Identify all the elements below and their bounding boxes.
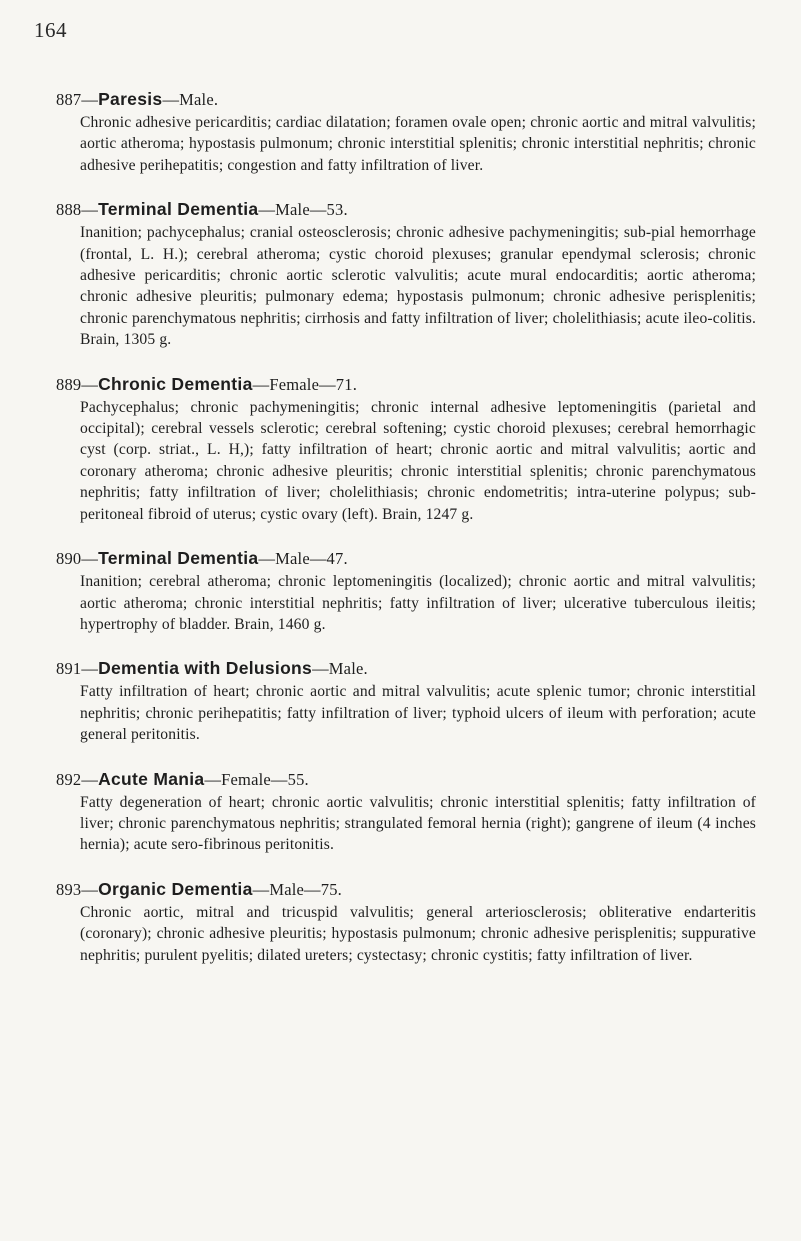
case-list [56, 88, 756, 988]
case-patient-detail: —Male—75. [252, 879, 342, 899]
case-findings: Inanition; pachycephalus; cranial osteosclerosis; chronic adhesive pachymeningitis; sub-pial hemorrhage (frontal, L. H.); cerebral atheroma; cystic choroid plexuses; granular ependymal sclerosis; chronic adhesive pericarditis; chronic aortic sclerotic valvulitis; acute mural endocarditis; aortic atheroma; chronic adhesive pleuritis; pulmonary edema; hypostasis pulmonum; chronic adhesive perisplenitis; chronic parenchymatous nephritis; cirrhosis and fatty infiltration of liver; cholelithiasis; acute ileo-colitis. Brain, 1305 g. [80, 224, 756, 349]
case-patient-detail: —Female—71. [252, 374, 358, 394]
case-findings: Pachycephalus; chronic pachymeningitis; chronic internal adhesive leptomeningitis (parietal and occipital); cerebral vessels sclerotic; cerebral softening; cystic choroid plexuses; cerebral hemorrhagic cyst (corp. striat., L. H,); fatty infiltration of heart; chronic aortic and mitral valvulitis; aortic and coronary atheroma; chronic adhesive pleuritis; chronic interstitial splenitis; chronic parenchymatous nephritis; fatty infiltration of liver; cholelithiasis; chronic endometritis; intra-uterine polypus; sub-peritoneal fibroid of uterus; cystic ovary (left). Brain, 1247 g. [80, 398, 756, 523]
case-patient-detail: —Male. [162, 90, 219, 109]
case-number: 891— [56, 659, 99, 679]
case-diagnosis: Acute Mania [98, 768, 205, 789]
case-diagnosis: Chronic Dementia [98, 373, 253, 394]
case-patient-detail: —Male—47. [258, 549, 348, 569]
case-entry [56, 88, 756, 176]
case-findings: Fatty infiltration of heart; chronic aortic and mitral valvulitis; acute splenic tumor; chronic interstitial nephritis; chronic perihepatitis; fatty infiltration of liver; typhoid ulcers of ileum with perforation; acute general peritonitis. [80, 683, 756, 744]
case-heading [56, 878, 756, 901]
case-diagnosis: Terminal Dementia [98, 548, 259, 569]
case-findings: Chronic aortic, mitral and tricuspid valvulitis; general arteriosclerosis; obliterative endarteritis (coronary); chronic adhesive pleuritis; hypostasis pulmonum; chronic adhesive perisplenitis; suppurative nephritis; purulent pyelitis; dilated ureters; cystectasy; chronic cystitis; fatty infiltration of liver. [80, 903, 756, 964]
page-number: 164 [34, 18, 67, 42]
case-entry [56, 547, 756, 635]
case-number: 888— [56, 200, 99, 220]
case-entry [56, 198, 756, 350]
case-diagnosis: Paresis [98, 89, 163, 109]
case-findings: Inanition; cerebral atheroma; chronic leptomeningitis (localized); chronic aortic and mitral valvulitis; aortic atheroma; chronic interstitial nephritis; fatty infiltration of liver; ulcerative tuberculous ileitis; hypertrophy of bladder. Brain, 1460 g. [80, 573, 756, 633]
case-heading [56, 88, 756, 111]
case-patient-detail: —Male. [312, 659, 368, 679]
case-entry [56, 373, 756, 525]
case-findings: Chronic adhesive pericarditis; cardiac dilatation; foramen ovale open; chronic aortic and mitral valvulitis; aortic atheroma; hypostasis pulmonum; chronic interstitial splenitis; chronic interstitial nephritis; chronic adhesive perihepatitis; congestion and fatty infiltration of liver. [80, 114, 756, 174]
case-entry [56, 657, 756, 745]
case-heading [56, 547, 756, 570]
case-diagnosis: Organic Dementia [98, 878, 253, 899]
case-number: 892— [56, 769, 99, 789]
case-number: 890— [56, 549, 99, 569]
case-heading [56, 768, 756, 791]
case-number: 887— [56, 90, 99, 109]
case-heading [56, 198, 756, 221]
case-patient-detail: —Male—53. [258, 200, 348, 220]
case-heading [56, 373, 756, 396]
case-diagnosis: Terminal Dementia [98, 199, 259, 220]
case-heading [56, 657, 756, 680]
case-patient-detail: —Female—55. [204, 769, 309, 789]
case-number: 893— [56, 879, 99, 899]
case-diagnosis: Dementia with Delusions [98, 658, 313, 679]
case-entry [56, 768, 756, 856]
case-number: 889— [56, 374, 99, 394]
case-findings: Fatty degeneration of heart; chronic aortic valvulitis; chronic interstitial splenitis; fatty infiltration of liver; chronic parenchymatous nephritis; strangulated femoral hernia (right); gangrene of ileum (4 inches hernia); acute sero-fibrinous peritonitis. [80, 793, 756, 854]
case-entry [56, 878, 756, 966]
